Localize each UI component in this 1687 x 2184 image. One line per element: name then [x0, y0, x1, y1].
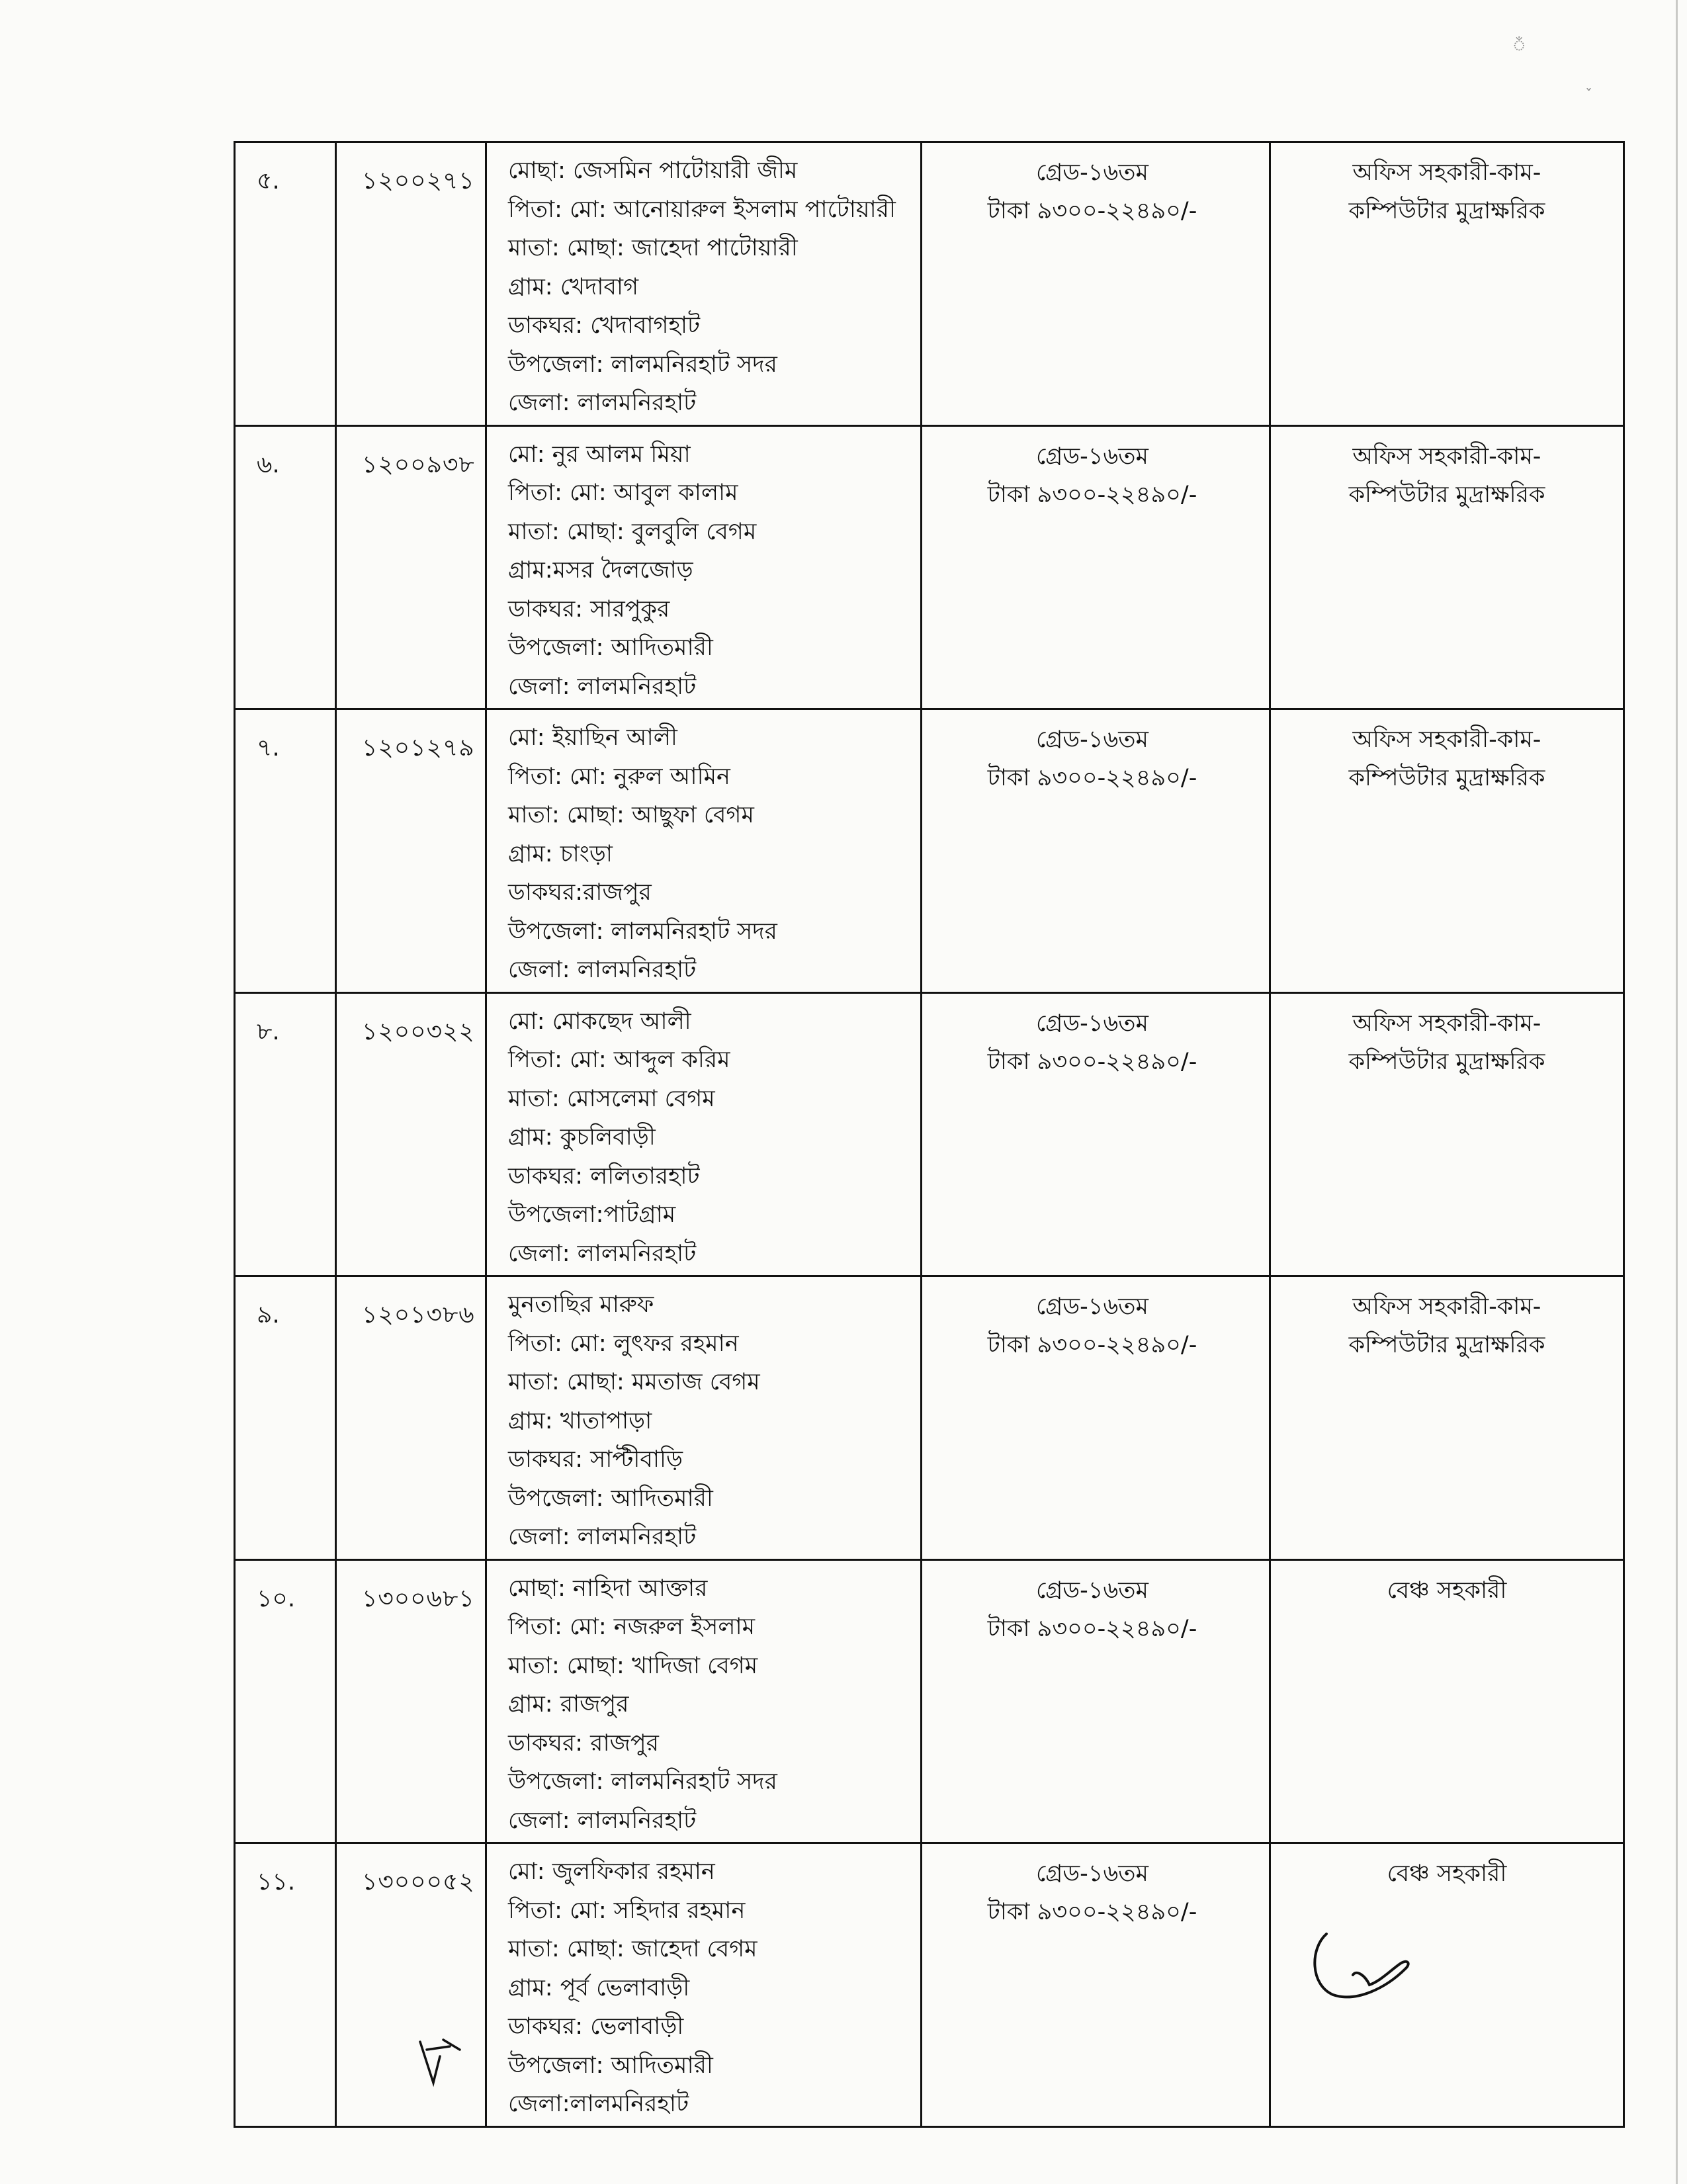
district: জেলা: লালমনিরহাট	[508, 957, 697, 983]
post-cell	[1270, 425, 1624, 709]
village: গ্রাম: খাতাপাড়া	[508, 1407, 652, 1434]
post-office: ডাকঘর: সারপুকুর	[508, 595, 670, 623]
post-title-line: কম্পিউটার মুদ্রাক্ষরিক	[1348, 1332, 1545, 1358]
grade-label: গ্রেড-১৬তম	[1036, 726, 1148, 753]
candidate-name: মো: জুলফিকার রহমান	[508, 1858, 715, 1885]
village: গ্রাম:মসর দৈলজোড়	[508, 557, 693, 584]
post-title-line: কম্পিউটার মুদ্রাক্ষরিক	[1348, 765, 1545, 791]
grade-cell	[922, 1559, 1270, 1843]
post-title-line: কম্পিউটার মুদ্রাক্ষরিক	[1348, 481, 1545, 508]
grade-cell	[922, 1843, 1270, 2127]
post-title-line: অফিস সহকারী-কাম-	[1352, 1293, 1541, 1320]
candidate-name: মোছা: নাহিদা আক্তার	[508, 1575, 708, 1602]
post-office: ডাকঘর: সাপ্টীবাড়ি	[508, 1446, 683, 1473]
grade-cell	[922, 992, 1270, 1276]
roll-number: ১৩০০০৫২	[362, 1868, 475, 1896]
serial-cell	[235, 709, 336, 993]
post-cell	[1270, 709, 1624, 993]
table-row	[235, 1276, 1624, 1560]
details-cell	[486, 142, 922, 426]
serial-number: ১০.	[257, 1585, 296, 1612]
serial-cell	[235, 425, 336, 709]
grade-cell	[922, 142, 1270, 426]
district: জেলা:লালমনিরহাট	[508, 2091, 689, 2117]
roll-cell	[336, 1559, 486, 1843]
pay-scale: টাকা ৯৩০০-২২৪৯০/-	[987, 198, 1197, 224]
roll-cell	[336, 1276, 486, 1560]
mother-name: মাতা: মোসলেমা বেগম	[508, 1085, 715, 1112]
candidate-table	[234, 141, 1625, 2128]
serial-number: ৮.	[257, 1018, 280, 1045]
post-title-line: কম্পিউটার মুদ্রাক্ষরিক	[1348, 1048, 1545, 1075]
serial-number: ৭.	[257, 734, 280, 762]
pay-scale: টাকা ৯৩০০-২২৪৯০/-	[987, 481, 1197, 508]
roll-number: ১২০১৩৮৬	[362, 1301, 475, 1329]
upazila: উপজেলা: আদিতমারী	[508, 2052, 713, 2079]
post-title-line: অফিস সহকারী-কাম-	[1352, 159, 1541, 186]
roll-number: ১২০১২৭৯	[362, 734, 475, 762]
table-row	[235, 425, 1624, 709]
mother-name: মাতা: মোছা: খাদিজা বেগম	[508, 1652, 758, 1679]
post-title-line: বেঞ্চ সহকারী	[1387, 1860, 1507, 1887]
post-cell	[1270, 142, 1624, 426]
upazila: উপজেলা: আদিতমারী	[508, 634, 713, 661]
serial-cell	[235, 1559, 336, 1843]
post-title-line: অফিস সহকারী-কাম-	[1352, 1010, 1541, 1037]
serial-number: ১১.	[257, 1868, 296, 1896]
roll-cell	[336, 142, 486, 426]
pay-scale: টাকা ৯৩০০-২২৪৯০/-	[987, 1615, 1197, 1642]
candidate-name: মোছা: জেসমিন পাটোয়ারী জীম	[508, 157, 798, 184]
district: জেলা: লালমনিরহাট	[508, 1807, 697, 1834]
father-name: পিতা: মো: নুরুল আমিন	[508, 763, 730, 790]
village: গ্রাম: পূর্ব ভেলাবাড়ী	[508, 1974, 690, 2001]
candidate-name: মো: ইয়াছিন আলী	[508, 724, 677, 751]
pay-scale: টাকা ৯৩০০-২২৪৯০/-	[987, 765, 1197, 791]
serial-cell	[235, 1276, 336, 1560]
candidate-name: মুনতাছির মারুফ	[508, 1291, 654, 1318]
details-cell	[486, 709, 922, 993]
village: গ্রাম: রাজপুর	[508, 1691, 629, 1718]
details-cell	[486, 1559, 922, 1843]
table-row	[235, 992, 1624, 1276]
mother-name: মাতা: মোছা: বুলবুলি বেগম	[508, 518, 757, 545]
table-row	[235, 709, 1624, 993]
grade-cell	[922, 1276, 1270, 1560]
details-cell	[486, 1276, 922, 1560]
roll-number: ১২০০৩২২	[362, 1018, 475, 1045]
district: জেলা: লালমনিরহাট	[508, 1240, 697, 1267]
mother-name: মাতা: মোছা: আছুফা বেগম	[508, 802, 754, 828]
upazila: উপজেলা: লালমনিরহাট সদর	[508, 918, 777, 945]
serial-cell	[235, 142, 336, 426]
post-title-line: অফিস সহকারী-কাম-	[1352, 726, 1541, 753]
grade-label: গ্রেড-১৬তম	[1036, 1577, 1148, 1604]
table-row	[235, 142, 1624, 426]
post-title-line: অফিস সহকারী-কাম-	[1352, 443, 1541, 470]
village: গ্রাম: চাংড়া	[508, 840, 613, 867]
village: গ্রাম: খেদাবাগ	[508, 273, 639, 300]
father-name: পিতা: মো: লুৎফর রহমান	[508, 1330, 739, 1357]
grade-label: গ্রেড-১৬তম	[1036, 159, 1148, 186]
details-cell	[486, 425, 922, 709]
post-office: ডাকঘর: ভেলাবাড়ী	[508, 2013, 684, 2040]
post-office: ডাকঘর: রাজপুর	[508, 1729, 659, 1757]
roll-number: ১২০০২৭১	[362, 167, 475, 195]
post-cell	[1270, 1559, 1624, 1843]
post-cell	[1270, 1276, 1624, 1560]
grade-cell	[922, 425, 1270, 709]
serial-number: ৫.	[257, 167, 280, 195]
pay-scale: টাকা ৯৩০০-২২৪৯০/-	[987, 1899, 1197, 1925]
grade-label: গ্রেড-১৬তম	[1036, 443, 1148, 470]
father-name: পিতা: মো: নজরুল ইসলাম	[508, 1614, 756, 1640]
serial-cell	[235, 1843, 336, 2127]
pay-scale: টাকা ৯৩০০-২২৪৯০/-	[987, 1048, 1197, 1075]
roll-cell	[336, 992, 486, 1276]
pay-scale: টাকা ৯৩০০-২২৪৯০/-	[987, 1332, 1197, 1358]
district: জেলা: লালমনিরহাট	[508, 390, 697, 416]
post-title-line: কম্পিউটার মুদ্রাক্ষরিক	[1348, 198, 1545, 224]
post-cell	[1270, 992, 1624, 1276]
district: জেলা: লালমনিরহাট	[508, 1524, 697, 1550]
mother-name: মাতা: মোছা: মমতাজ বেগম	[508, 1369, 760, 1395]
mother-name: মাতা: মোছা: জাহেদা পাটোয়ারী	[508, 235, 798, 261]
roll-number: ১২০০৯৩৮	[362, 451, 475, 478]
serial-number: ৬.	[257, 451, 280, 478]
post-title-line: বেঞ্চ সহকারী	[1387, 1577, 1507, 1604]
corner-mark: ঁ	[1512, 38, 1526, 54]
post-office: ডাকঘর:রাজপুর	[508, 879, 652, 906]
father-name: পিতা: মো: আনোয়ারুল ইসলাম পাটোয়ারী	[508, 196, 896, 223]
father-name: পিতা: মো: আব্দুল করিম	[508, 1047, 730, 1073]
grade-label: গ্রেড-১৬তম	[1036, 1293, 1148, 1320]
candidate-name: মো: নুর আলম মিয়া	[508, 441, 691, 468]
candidate-name: মো: মোকছেদ আলী	[508, 1008, 691, 1035]
table-row	[235, 1559, 1624, 1843]
roll-cell	[336, 709, 486, 993]
upazila: উপজেলা: লালমনিরহাট সদর	[508, 351, 777, 378]
corner-mark: ˇ	[1585, 87, 1592, 104]
handwritten-mark-icon	[413, 2036, 466, 2089]
roll-cell	[336, 425, 486, 709]
mother-name: মাতা: মোছা: জাহেদা বেগম	[508, 1936, 757, 1962]
village: গ্রাম: কুচলিবাড়ী	[508, 1124, 656, 1151]
upazila: উপজেলা:পাটগ্রাম	[508, 1201, 676, 1228]
roll-number: ১৩০০৬৮১	[362, 1585, 475, 1612]
post-office: ডাকঘর: খেদাবাগহাট	[508, 312, 701, 339]
serial-cell	[235, 992, 336, 1276]
grade-cell	[922, 709, 1270, 993]
handwritten-initial-icon	[1307, 1922, 1422, 2008]
details-cell	[486, 1843, 922, 2127]
father-name: পিতা: মো: সহিদার রহমান	[508, 1897, 746, 1924]
father-name: পিতা: মো: আবুল কালাম	[508, 480, 738, 506]
grade-label: গ্রেড-১৬তম	[1036, 1860, 1148, 1887]
post-office: ডাকঘর: ললিতারহাট	[508, 1162, 700, 1190]
grade-label: গ্রেড-১৬তম	[1036, 1010, 1148, 1037]
serial-number: ৯.	[257, 1301, 280, 1329]
scan-edge-line	[1676, 0, 1678, 2184]
upazila: উপজেলা: লালমনিরহাট সদর	[508, 1769, 777, 1795]
upazila: উপজেলা: আদিতমারী	[508, 1485, 713, 1512]
details-cell	[486, 992, 922, 1276]
district: জেলা: লালমনিরহাট	[508, 673, 697, 700]
